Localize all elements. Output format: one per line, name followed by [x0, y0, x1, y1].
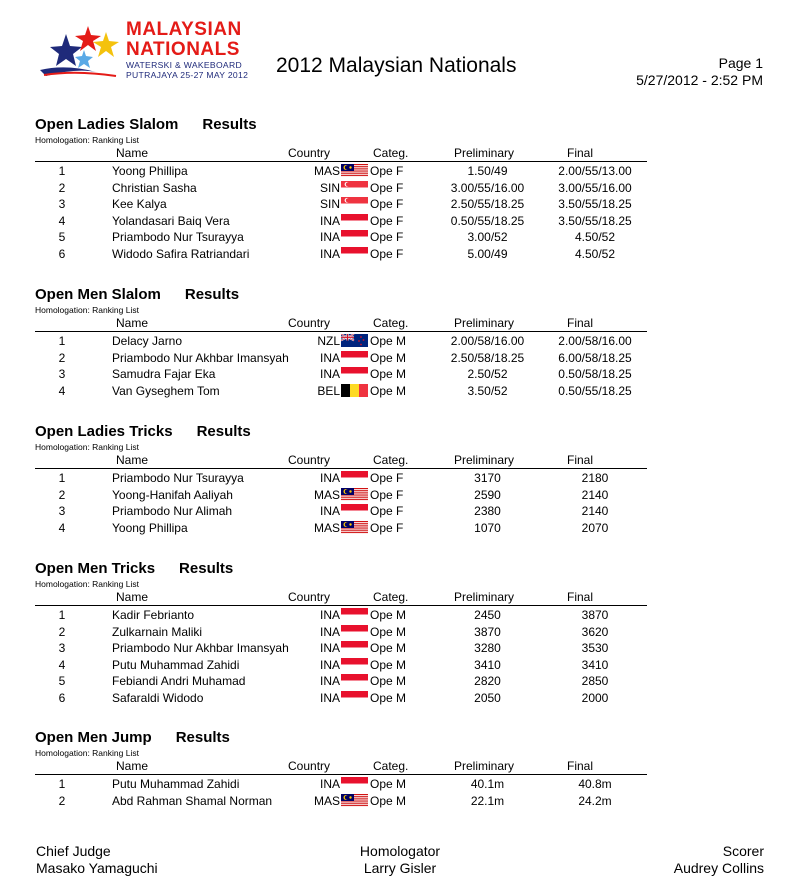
rank-cell: 5: [58, 230, 66, 244]
rank-cell: 2: [58, 624, 66, 639]
final-cell: 24.2m: [578, 793, 612, 808]
category-cell: Ope F: [370, 180, 404, 195]
col-country: Country: [288, 590, 331, 604]
results-rows: [0, 470, 800, 536]
rank-cell: 6: [58, 246, 66, 261]
table-row: [0, 673, 800, 690]
athlete-name-cell: Priambodo Nur Tsurayya: [112, 471, 244, 485]
table-row: [0, 470, 800, 487]
country-code-cell: BEL: [317, 383, 340, 398]
country-code-cell: INA: [319, 350, 340, 365]
athlete-name-cell: Priambodo Nur Tsurayya: [112, 230, 244, 244]
rank-cell: 5: [58, 674, 66, 688]
country-code-cell: INA: [319, 777, 340, 791]
category-cell: Ope M: [370, 367, 407, 381]
scorer-name: Audrey Collins: [673, 860, 764, 876]
preliminary-cell: 22.1m: [470, 793, 505, 808]
col-country: Country: [288, 759, 331, 773]
homologation-note: Homologation: Ranking List: [35, 135, 139, 145]
event-name: Open Men Slalom: [35, 286, 161, 303]
preliminary-cell: 2.50/58/18.25: [450, 350, 525, 365]
final-cell: 2070: [581, 520, 609, 535]
col-categ: Categ.: [373, 590, 409, 604]
rank-cell: 4: [58, 383, 66, 398]
section-title: [35, 560, 233, 577]
homologator-block: [355, 843, 445, 877]
country-code-cell: INA: [319, 471, 340, 485]
col-final: Final: [567, 146, 594, 160]
table-row: [0, 776, 800, 793]
results-label: Results: [175, 729, 230, 746]
col-final: Final: [567, 316, 594, 330]
athlete-name-cell: Priambodo Nur Akhbar Imansyah: [112, 641, 289, 655]
singapore-flag-icon: [341, 197, 368, 210]
rank-cell: 3: [58, 367, 66, 381]
col-name: Name: [116, 453, 149, 467]
category-cell: Ope M: [370, 383, 407, 398]
preliminary-cell: 1.50/49: [467, 164, 508, 178]
country-code-cell: INA: [319, 504, 340, 518]
event-name: Open Men Tricks: [35, 560, 156, 577]
final-cell: 2.00/58/16.00: [558, 334, 632, 348]
indonesia-flag-icon: [341, 658, 368, 671]
country-code-cell: MAS: [313, 793, 340, 808]
stars-logo-icon: [36, 20, 131, 82]
country-code-cell: NZL: [317, 334, 340, 348]
country-code-cell: MAS: [313, 487, 340, 502]
athlete-name-cell: Putu Muhammad Zahidi: [112, 657, 240, 672]
section-title: [35, 116, 257, 133]
homologation-note: Homologation: Ranking List: [35, 305, 139, 315]
new-zealand-flag-icon: [341, 334, 368, 347]
country-code-cell: INA: [319, 641, 340, 655]
rank-cell: 2: [58, 180, 66, 195]
athlete-name-cell: Safaraldi Widodo: [112, 690, 204, 705]
category-cell: Ope F: [370, 230, 404, 244]
athlete-name-cell: Priambodo Nur Alimah: [112, 504, 233, 518]
col-final: Final: [567, 590, 594, 604]
col-final: Final: [567, 759, 594, 773]
athlete-name-cell: Yolandasari Baiq Vera: [112, 213, 230, 228]
table-row: [0, 333, 800, 350]
athlete-name-cell: Widodo Safira Ratriandari: [112, 246, 250, 261]
athlete-name-cell: Abd Rahman Shamal Norman: [112, 793, 273, 808]
athlete-name-cell: Febiandi Andri Muhamad: [112, 674, 246, 688]
athlete-name-cell: Yoong Phillipa: [112, 520, 188, 535]
rank-cell: 4: [58, 213, 66, 228]
athlete-name-cell: Zulkarnain Maliki: [112, 624, 203, 639]
header-rule: [35, 774, 647, 775]
preliminary-cell: 2.00/58/16.00: [450, 334, 525, 348]
indonesia-flag-icon: [341, 625, 368, 638]
indonesia-flag-icon: [341, 247, 368, 260]
indonesia-flag-icon: [341, 214, 368, 227]
col-final: Final: [567, 453, 594, 467]
final-cell: 3620: [581, 624, 609, 639]
chief-judge-label: Chief Judge: [36, 843, 111, 859]
table-row: [0, 624, 800, 641]
indonesia-flag-icon: [341, 608, 368, 621]
table-row: [0, 383, 800, 400]
indonesia-flag-icon: [341, 641, 368, 654]
indonesia-flag-icon: [341, 691, 368, 704]
final-cell: 0.50/55/18.25: [558, 383, 632, 398]
preliminary-cell: 1070: [474, 520, 501, 535]
table-row: [0, 350, 800, 367]
preliminary-cell: 2050: [474, 690, 501, 705]
scorer-label: Scorer: [722, 843, 764, 859]
col-name: Name: [116, 759, 149, 773]
category-cell: Ope F: [370, 197, 404, 211]
category-cell: Ope M: [370, 624, 407, 639]
table-row: [0, 366, 800, 383]
country-code-cell: INA: [319, 230, 340, 244]
category-cell: Ope M: [370, 674, 407, 688]
rank-cell: 1: [58, 471, 66, 485]
indonesia-flag-icon: [341, 351, 368, 364]
preliminary-cell: 3170: [474, 471, 501, 485]
preliminary-cell: 3870: [474, 624, 501, 639]
final-cell: 0.50/58/18.25: [558, 367, 632, 381]
event-name: Open Ladies Tricks: [35, 423, 173, 440]
indonesia-flag-icon: [341, 471, 368, 484]
rank-cell: 3: [58, 641, 66, 655]
preliminary-cell: 0.50/55/18.25: [450, 213, 525, 228]
malaysia-flag-icon: [341, 794, 368, 807]
header-rule: [35, 331, 647, 332]
results-rows: [0, 607, 800, 706]
table-row: [0, 607, 800, 624]
rank-cell: 3: [58, 504, 66, 518]
preliminary-cell: 3.00/55/16.00: [450, 180, 525, 195]
preliminary-cell: 40.1m: [470, 777, 505, 791]
results-label: Results: [179, 560, 234, 577]
indonesia-flag-icon: [341, 504, 368, 517]
final-cell: 4.50/52: [574, 230, 616, 244]
category-cell: Ope M: [370, 334, 407, 348]
col-country: Country: [288, 453, 331, 467]
table-row: [0, 503, 800, 520]
section-title: [35, 729, 230, 746]
malaysia-flag-icon: [341, 164, 368, 177]
athlete-name-cell: Kadir Febrianto: [112, 608, 195, 622]
indonesia-flag-icon: [341, 230, 368, 243]
indonesia-flag-icon: [341, 674, 368, 687]
column-headers: [0, 146, 800, 161]
rank-cell: 4: [58, 520, 66, 535]
rank-cell: 2: [58, 487, 66, 502]
rank-cell: 2: [58, 350, 66, 365]
header-rule: [35, 161, 647, 162]
indonesia-flag-icon: [341, 367, 368, 380]
category-cell: Ope M: [370, 608, 407, 622]
event-name: Open Men Jump: [35, 729, 152, 746]
col-preliminary: Preliminary: [454, 316, 515, 330]
header-rule: [35, 468, 647, 469]
athlete-name-cell: Priambodo Nur Akhbar Imansyah: [112, 350, 289, 365]
category-cell: Ope M: [370, 657, 407, 672]
column-headers: [0, 316, 800, 331]
table-row: [0, 793, 800, 810]
athlete-name-cell: Kee Kalya: [112, 197, 167, 211]
logo-text: [126, 20, 248, 79]
final-cell: 6.00/58/18.25: [558, 350, 632, 365]
preliminary-cell: 5.00/49: [467, 246, 508, 261]
preliminary-cell: 2450: [474, 608, 501, 622]
homologator-label: Homologator: [359, 843, 441, 859]
final-cell: 4.50/52: [574, 246, 616, 261]
col-preliminary: Preliminary: [454, 146, 515, 160]
table-row: [0, 229, 800, 246]
category-cell: Ope F: [370, 471, 404, 485]
table-row: [0, 657, 800, 674]
final-cell: 2000: [581, 690, 609, 705]
category-cell: Ope F: [370, 246, 404, 261]
results-label: Results: [196, 423, 251, 440]
country-code-cell: INA: [319, 213, 340, 228]
col-country: Country: [288, 316, 331, 330]
country-code-cell: INA: [319, 624, 340, 639]
final-cell: 3530: [581, 641, 609, 655]
table-row: [0, 163, 800, 180]
category-cell: Ope F: [370, 504, 404, 518]
results-label: Results: [202, 116, 257, 133]
results-label: Results: [184, 286, 240, 303]
results-rows: [0, 163, 800, 262]
final-cell: 2850: [581, 674, 609, 688]
athlete-name-cell: Yoong-Hanifah Aaliyah: [112, 487, 233, 502]
rank-cell: 3: [58, 197, 66, 211]
rank-cell: 1: [58, 164, 66, 178]
logo-line-2: NATIONALS: [126, 39, 240, 60]
final-cell: 2140: [581, 487, 609, 502]
rank-cell: 1: [58, 777, 66, 791]
indonesia-flag-icon: [341, 777, 368, 790]
country-code-cell: INA: [319, 246, 340, 261]
country-code-cell: MAS: [313, 164, 340, 178]
logo-line-1: MALAYSIAN: [126, 19, 242, 40]
country-code-cell: INA: [319, 608, 340, 622]
final-cell: 2140: [581, 504, 609, 518]
final-cell: 3.00/55/16.00: [558, 180, 632, 195]
column-headers: [0, 759, 800, 774]
final-cell: 40.8m: [578, 777, 612, 791]
rank-cell: 6: [58, 690, 66, 705]
preliminary-cell: 2820: [474, 674, 501, 688]
category-cell: Ope F: [370, 164, 404, 178]
col-preliminary: Preliminary: [454, 453, 515, 467]
table-row: [0, 487, 800, 504]
preliminary-cell: 3.00/52: [467, 230, 508, 244]
header-rule: [35, 605, 647, 606]
athlete-name-cell: Christian Sasha: [112, 180, 197, 195]
category-cell: Ope M: [370, 777, 407, 791]
col-name: Name: [116, 590, 149, 604]
page-number: Page 1: [718, 55, 763, 71]
category-cell: Ope F: [370, 487, 404, 502]
rank-cell: 4: [58, 657, 66, 672]
table-row: [0, 690, 800, 707]
final-cell: 3870: [581, 608, 609, 622]
final-cell: 2.00/55/13.00: [558, 164, 632, 178]
document-title: 2012 Malaysian Nationals: [276, 54, 517, 77]
category-cell: Ope F: [370, 520, 404, 535]
country-code-cell: SIN: [319, 197, 340, 211]
country-code-cell: INA: [319, 367, 340, 381]
preliminary-cell: 2.50/52: [467, 367, 508, 381]
rank-cell: 1: [58, 608, 66, 622]
col-categ: Categ.: [373, 759, 409, 773]
page-info: [636, 55, 763, 89]
athlete-name-cell: Delacy Jarno: [112, 334, 183, 348]
category-cell: Ope F: [370, 213, 404, 228]
logo-line-4: PUTRAJAYA 25-27 MAY 2012: [126, 69, 249, 80]
homologator-name: Larry Gisler: [363, 860, 437, 876]
table-row: [0, 520, 800, 537]
final-cell: 3.50/55/18.25: [558, 197, 632, 211]
preliminary-cell: 2.50/55/18.25: [450, 197, 525, 211]
scorer-block: [674, 843, 764, 877]
rank-cell: 1: [58, 334, 66, 348]
final-cell: 3410: [581, 657, 609, 672]
athlete-name-cell: Van Gyseghem Tom: [112, 383, 220, 398]
table-row: [0, 246, 800, 263]
col-categ: Categ.: [373, 316, 409, 330]
section-title: [35, 423, 251, 440]
country-code-cell: INA: [319, 674, 340, 688]
col-country: Country: [288, 146, 331, 160]
category-cell: Ope M: [370, 793, 407, 808]
preliminary-cell: 3410: [474, 657, 501, 672]
final-cell: 3.50/55/18.25: [558, 213, 632, 228]
col-categ: Categ.: [373, 453, 409, 467]
preliminary-cell: 2590: [474, 487, 501, 502]
table-row: [0, 213, 800, 230]
col-preliminary: Preliminary: [454, 590, 515, 604]
table-row: [0, 180, 800, 197]
homologation-note: Homologation: Ranking List: [35, 442, 139, 452]
col-name: Name: [116, 146, 149, 160]
category-cell: Ope M: [370, 690, 407, 705]
chief-judge-block: [36, 843, 158, 877]
results-rows: [0, 333, 800, 399]
col-preliminary: Preliminary: [454, 759, 515, 773]
athlete-name-cell: Putu Muhammad Zahidi: [112, 777, 240, 791]
table-row: [0, 196, 800, 213]
athlete-name-cell: Yoong Phillipa: [112, 164, 188, 178]
column-headers: [0, 453, 800, 468]
malaysia-flag-icon: [341, 521, 368, 534]
category-cell: Ope M: [370, 350, 407, 365]
preliminary-cell: 2380: [474, 504, 501, 518]
event-name: Open Ladies Slalom: [35, 116, 179, 133]
final-cell: 2180: [581, 471, 609, 485]
malaysia-flag-icon: [341, 488, 368, 501]
country-code-cell: INA: [319, 657, 340, 672]
col-categ: Categ.: [373, 146, 409, 160]
table-row: [0, 640, 800, 657]
homologation-note: Homologation: Ranking List: [35, 748, 139, 758]
category-cell: Ope M: [370, 641, 407, 655]
country-code-cell: MAS: [313, 520, 340, 535]
col-name: Name: [116, 316, 149, 330]
homologation-note: Homologation: Ranking List: [35, 579, 139, 589]
singapore-flag-icon: [341, 181, 368, 194]
results-rows: [0, 776, 800, 809]
country-code-cell: INA: [319, 690, 340, 705]
rank-cell: 2: [58, 793, 66, 808]
preliminary-cell: 3280: [474, 641, 501, 655]
chief-judge-name: Masako Yamaguchi: [36, 860, 158, 876]
section-title: [35, 286, 239, 303]
print-datetime: 5/27/2012 - 2:52 PM: [636, 72, 763, 88]
athlete-name-cell: Samudra Fajar Eka: [112, 367, 216, 381]
country-code-cell: SIN: [319, 180, 340, 195]
column-headers: [0, 590, 800, 605]
preliminary-cell: 3.50/52: [467, 383, 508, 398]
belgium-flag-icon: [341, 384, 368, 397]
logo-line-3: WATERSKI & WAKEBOARD: [126, 60, 242, 70]
